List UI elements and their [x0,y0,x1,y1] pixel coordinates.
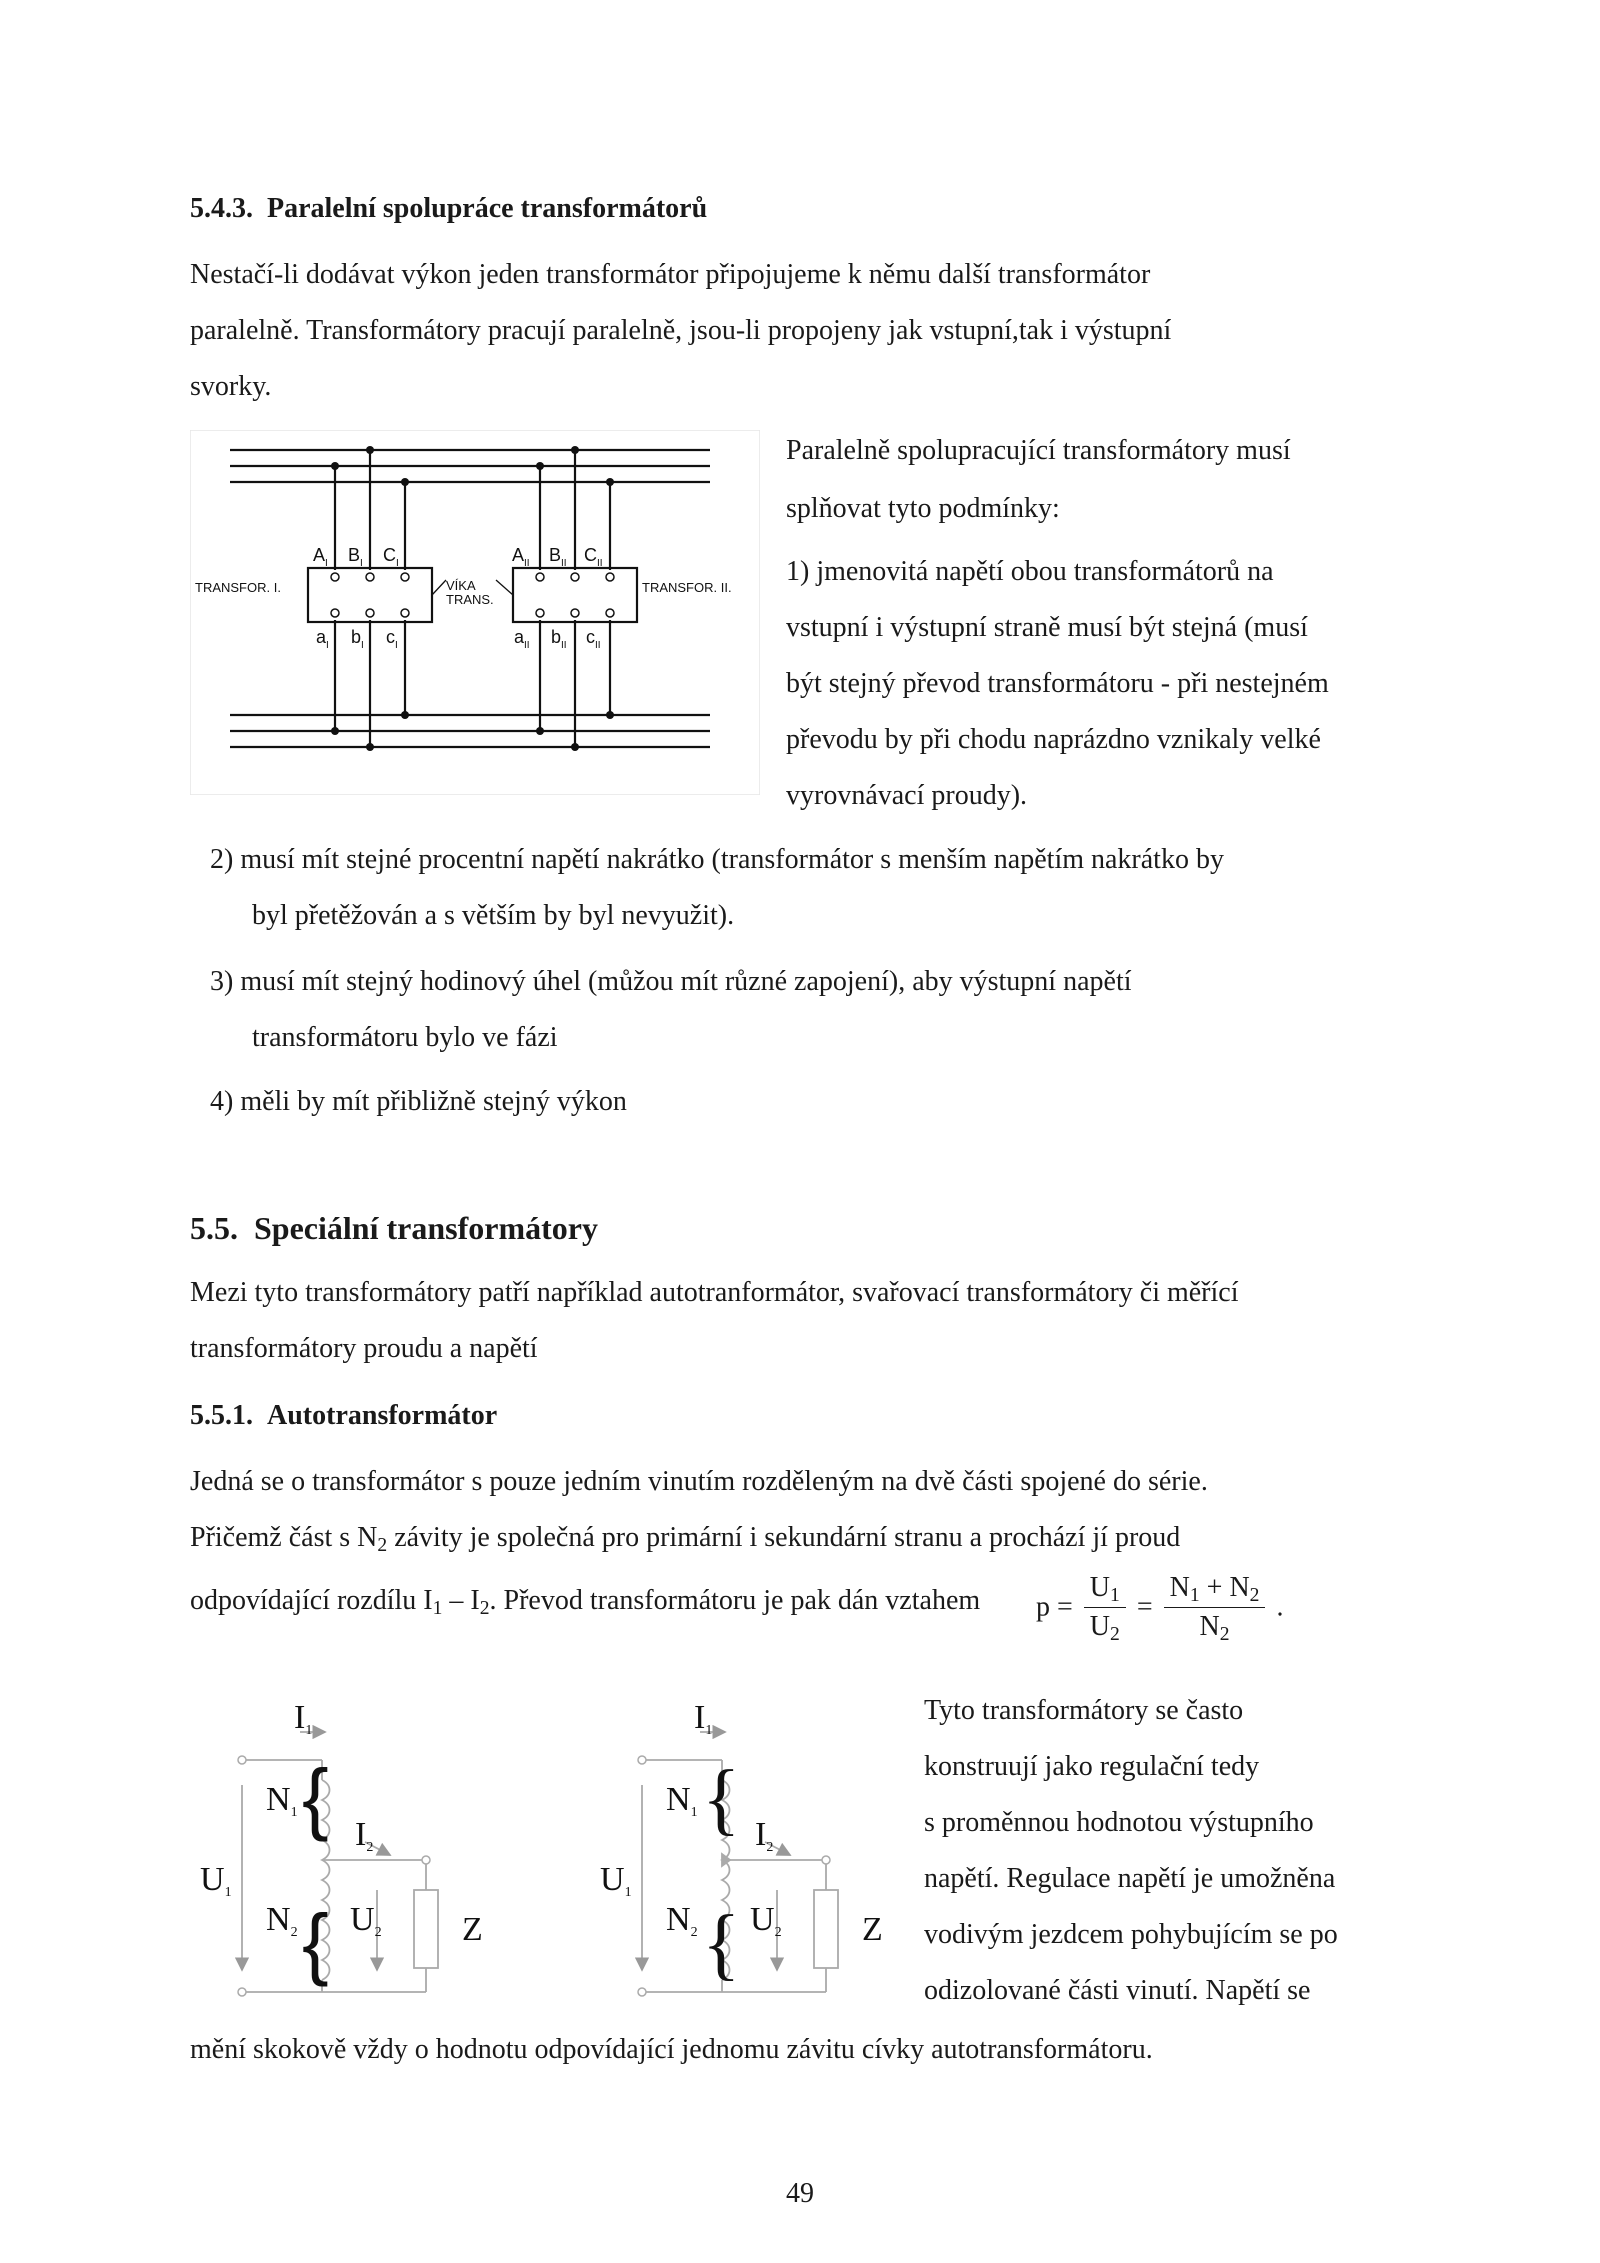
auto-text-line-7: mění skokově vždy o hodnotu odpovídající jednomu závitu cívky autotransformátoru. [190,2034,1153,2065]
current-I1-label: I1 [294,1699,313,1738]
condition-3-line-a: 3) musí mít stejný hodinový úhel (můžou mít různé zapojení), aby výstupní napětí [210,966,1132,997]
voltage-U2-label: U2 [350,1901,382,1940]
condition-1-line-d: převodu by při chodu naprázdno vznikaly velké [786,724,1321,755]
section-title: Autotransformátor [267,1400,498,1431]
section-5-5-1-line-3: odpovídající rozdílu $I_1 - I_2$. Převod transformátoru je pak dán vztahem [190,1585,981,1619]
section-5-5-line-1: Mezi tyto transformátory patří například autotranformátor, svařovací transformátory či měřící [190,1277,1239,1308]
terminal-C2: $C_{II}$ [584,545,603,569]
condition-1-line-b: vstupní i výstupní straně musí být stejná (musí [786,612,1308,643]
condition-2-line-b: byl přetěžován a s větším by byl nevyužit). [252,900,735,931]
terminal-c1: $c_I$ [386,627,398,651]
section-number: 5.4.3. [190,193,253,224]
current-I1-label: I1 [694,1699,713,1738]
svg-text:{: { [302,1898,329,1987]
terminal-B2: $B_{II}$ [549,545,567,569]
condition-2-line-a: 2) musí mít stejné procentní napětí nakrátko (transformátor s menším napětím nakrátko by [210,844,1224,875]
condition-1-line-a: 1) jmenovitá napětí obou transformátorů na [786,556,1274,587]
voltage-U2-label: U2 [750,1901,782,1940]
page-number: 49 [786,2178,814,2209]
label-transformer-1: TRANSFOR. I. [195,580,281,595]
auto-text-line-6: odizolované části vinutí. Napětí se [924,1975,1311,2006]
voltage-U1-label: U1 [200,1861,232,1900]
intro-line-3: svorky. [190,371,272,402]
svg-text:{: { [302,1753,329,1842]
conditions-intro-2: splňovat tyto podmínky: [786,493,1060,524]
current-I2-label: I2 [755,1816,774,1855]
intro-line-2: paralelně. Transformátory pracují paralelně, jsou-li propojeny jak vstupní,tak i výstupní [190,315,1172,346]
condition-4: 4) měli by mít přibližně stejný výkon [210,1086,627,1117]
auto-text-line-1: Tyto transformátory se často [924,1695,1244,1726]
autotransformer-circuits [190,1680,910,2010]
auto-text-line-3: s proměnnou hodnotou výstupního [924,1807,1314,1838]
winding-N1-label: N1 [666,1781,698,1820]
section-number: 5.5.1. [190,1400,253,1431]
section-5-5-1-line-2: Přičemž část s $N_2$ závity je společná pro primární i sekundární stranu a prochází jí proud [190,1522,1181,1556]
section-number: 5.5. [190,1210,238,1246]
label-vika-2: TRANS. [446,592,494,607]
autotransformer-circuit-2 [600,1699,883,1996]
section-title: Speciální transformátory [254,1210,598,1246]
load-Z-label: Z [462,1911,483,1948]
section-heading-5-5-1 [190,1399,497,1433]
voltage-U1-label: U1 [600,1861,632,1900]
intro-line-1: Nestačí-li dodávat výkon jeden transformátor připojujeme k němu další transformátor [190,259,1151,290]
auto-text-line-4: napětí. Regulace napětí je umožněna [924,1863,1336,1894]
terminal-C1: $C_I$ [383,545,399,569]
section-5-5-1-line-1: Jedná se o transformátor s pouze jedním vinutím rozděleným na dvě části spojené do série. [190,1466,1208,1497]
section-heading-5-5 [190,1209,598,1247]
terminal-A1: $A_I$ [313,545,328,569]
fraction-voltage: $\frac{U_1}{U_2}$ [1084,1571,1126,1643]
current-I2-label: I2 [355,1816,374,1855]
formula-p: p = [1036,1591,1073,1623]
terminal-a2: $a_{II}$ [514,627,530,651]
terminal-c2: $c_{II}$ [586,627,601,651]
svg-text:{: { [702,1900,741,1988]
conditions-intro-1: Paralelně spolupracující transformátory musí [786,435,1291,466]
terminal-b1: $b_I$ [351,627,364,651]
winding-N2-label: N2 [666,1901,698,1940]
autotransformer-circuit-1 [200,1699,483,1996]
terminal-b2: $b_{II}$ [551,627,567,651]
terminal-B1: $B_I$ [348,545,363,569]
section-title: Paralelní spolupráce transformátorů [267,193,708,224]
winding-N1-label: N1 [266,1781,298,1820]
condition-1-line-c: být stejný převod transformátoru - při nestejném [786,668,1329,699]
condition-3-line-b: transformátoru bylo ve fázi [252,1022,558,1053]
load-Z-label: Z [862,1911,883,1948]
condition-1-line-e: vyrovnávací proudy). [786,780,1028,811]
fraction-turns: $\frac{N_1 + N_2}{N_2}$ [1164,1571,1266,1643]
auto-text-line-2: konstruují jako regulační tedy [924,1751,1260,1782]
terminal-a1: $a_I$ [316,627,329,651]
label-transformer-2: TRANSFOR. II. [642,580,732,595]
svg-text:{: { [702,1755,741,1843]
winding-N2-label: N2 [266,1901,298,1940]
parallel-transformers-diagram [190,430,760,795]
section-5-5-line-2: transformátory proudu a napětí [190,1333,538,1364]
auto-text-line-5: vodivým jezdcem pohybujícím se po [924,1919,1338,1950]
label-vika-1: VÍKA [446,578,476,593]
section-heading-5-4-3 [190,192,707,226]
transformer-ratio-formula: p = $\frac{U_1}{U_2}$ = $\frac{N_1 + N_2}{N_2}$ . [1036,1572,1284,1645]
terminal-A2: $A_{II}$ [512,545,530,569]
